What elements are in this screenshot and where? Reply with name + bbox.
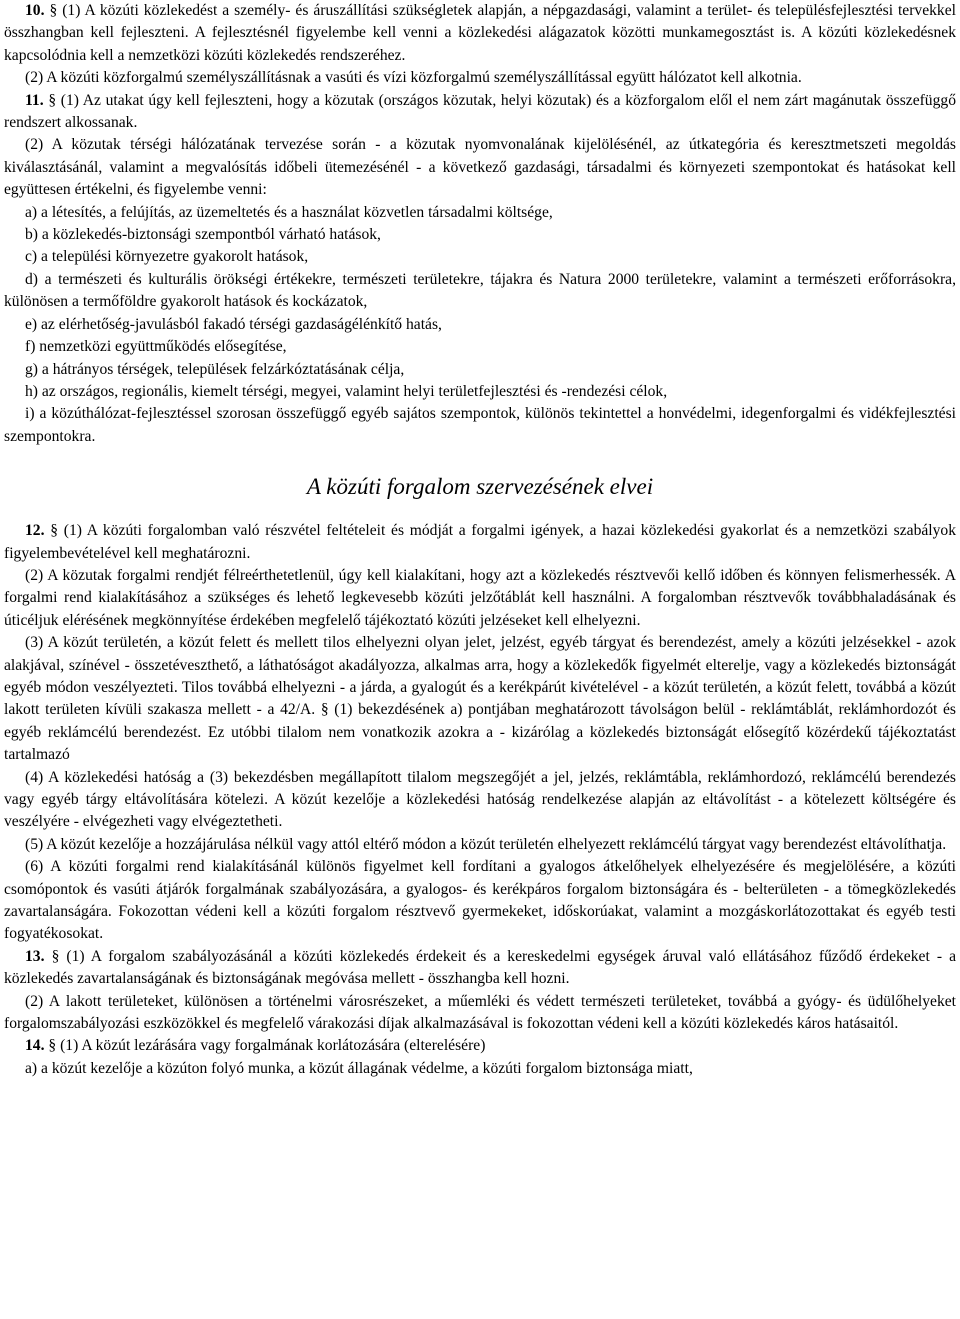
paragraph-text: (1) A forgalom szabályozásánál a közúti közlekedés érdekeit és a kereskedelmi egységek áruval való ellátásához fűződő érdekeket - a közlekedés zavartalanságának és biztonságának megóvása mellett - összhangba kell hozni. — [4, 947, 956, 988]
list-item — [4, 336, 956, 358]
paragraph — [4, 134, 956, 201]
paragraph — [4, 0, 956, 67]
paragraph-text: i) a közúthálózat-fejlesztéssel szorosan összefüggő egyéb sajátos szempontok, különös tekintettel a honvédelmi, idegenforgalmi és vidékfejlesztési szempontokra. — [4, 405, 956, 445]
section-number: 14. — [25, 1037, 45, 1055]
list-item — [4, 314, 956, 336]
paragraph-text: c) a települési környezetre gyakorolt hatások, — [25, 248, 309, 266]
paragraph-text: (3) A közút területén, a közút felett és mellett tilos elhelyezni olyan jelet, jelzést, egyéb tárgyat és berendezést, amely a közúti jelzésekkel - azok alakjával, színével - összetéveszthető, a láthatóságot akadályozza, alkalmas arra, hogy a közlekedők figyelmét elterelje, vagy a közlekedés biztonságát egyéb módon veszélyezteti. Tilos továbbá elhelyezni - a járda, a gyalogút és a kerékpárút kivételével - a közút területén, a közút felett, továbbá a közút lakott területen kívüli szakasza mellett - a 42/A. § (1) bekezdésének a) pontjában meghatározott távolságon belül - reklámtáblát, reklámhordozót és egyéb reklámcélú berendezést. Ez utóbbi tilalom nem vonatkozik azokra a - kizárólag a közlekedés biztonságát elősegítő közérdekű tájékoztatást tartalmazó — [4, 634, 956, 764]
paragraph-text: a) a létesítés, a felújítás, az üzemeltetés és a használat közvetlen társadalmi költsége, — [25, 203, 553, 221]
paragraph — [4, 90, 956, 135]
paragraph-text: (2) A közutak forgalmi rendjét félreérthetetlenül, úgy kell kialakítani, hogy azt a közlekedés résztvevői kellő időben és könnyen felismerhessék. A forgalmi rend kialakításához a szükséges és lehető legkevesebb közúti jelzőtáblát kell használni. A forgalomban résztvevők továbbhaladásának és úticéljuk elérésének megkönnyítése érdekében megfelelő tájékoztató közúti jelzéseket kell elhelyezni. — [4, 566, 956, 629]
list-item — [4, 269, 956, 314]
paragraph-text: (2) A lakott területeket, különösen a történelmi városrészeket, a műemléki és védett természeti területeket, továbbá a gyógy- és üdülőhelyeket forgalomszabályozási eszközökkel és megfelelő várakozási díjak alkalmazásával is fokozottan védeni kell a közúti közlekedés káros hatásaitól. — [4, 992, 956, 1033]
section-number: 10. — [25, 2, 45, 19]
paragraph — [4, 946, 956, 991]
section-mark: § — [50, 522, 59, 540]
paragraph-text: b) a közlekedés-biztonsági szempontból várható hatások, — [25, 226, 381, 244]
paragraph — [4, 991, 956, 1036]
list-item — [4, 359, 956, 381]
paragraph-text: e) az elérhetőség-javulásból fakadó térségi gazdaságélénkítő hatás, — [25, 315, 442, 333]
section-mark: § — [51, 947, 60, 965]
list-item — [4, 381, 956, 403]
paragraph-text: f) nemzetközi együttműködés elősegítése, — [25, 338, 287, 356]
section-number: 13. — [25, 947, 45, 965]
paragraph-text: (2) A közúti közforgalmú személyszállításnak a vasúti és vízi közforgalmú személyszállítással együtt hálózatot kell alkotnia. — [25, 69, 802, 87]
paragraph — [4, 856, 956, 946]
paragraph — [4, 767, 956, 834]
paragraph — [4, 565, 956, 632]
paragraph-text: g) a hátrányos térségek, települések felzárkóztatásának célja, — [25, 360, 405, 378]
paragraph — [4, 632, 956, 766]
section-mark: § — [49, 2, 58, 19]
section-heading: A közúti forgalom szervezésének elvei — [306, 474, 654, 500]
paragraph-text: (6) A közúti forgalmi rend kialakításánál különös figyelmet kell fordítani a gyalogos átkelőhelyek elhelyezésére és megjelölésére, a közúti csomópontok és vasúti átjárók forgalmának szabályozására, a gyalogos- és kerékpáros forgalom biztonságára és - belterületen - a tömegközlekedés zavartalanságára. Fokozottan védeni kell a közúti forgalom résztvevő gyermekeket, időskorúakat, valamint a mozgáskorlátozottakat és egyéb testi fogyatékosokat. — [4, 858, 956, 943]
list-item — [4, 403, 956, 448]
list-item — [4, 202, 956, 224]
list-item — [4, 224, 956, 246]
paragraph-text: (1) A közúti közlekedést a személy- és áruszállítási szükségletek alapján, a népgazdasági, valamint a terület- és településfejlesztési tervekkel összhangban kell fejleszteni. A fejlesztésnél figyelembe kell venni a közlekedési alágazatok közötti munkamegosztást is. A közúti közlekedésnek kapcsolódnia kell a nemzetközi közúti közlekedés rendszeréhez. — [4, 2, 956, 64]
paragraph-text: (1) A közúti forgalomban való részvétel feltételeit és módját a forgalmi igények, a hazai közlekedési gyakorlat és a nemzetközi szabályok figyelembevételével kell meghatározni. — [4, 522, 957, 562]
paragraph — [4, 834, 956, 856]
section-mark: § — [48, 1037, 57, 1055]
paragraph-text: a) a közút kezelője a közúton folyó munka, a közút állagának védelme, a közúti forgalom biztonsága miatt, — [25, 1059, 693, 1077]
paragraph-text: h) az országos, regionális, kiemelt térségi, megyei, valamint helyi területfejlesztési és -rendezési célok, — [25, 382, 668, 400]
paragraph — [4, 1035, 956, 1057]
list-item — [4, 246, 956, 268]
paragraph-text: (1) Az utakat úgy kell fejleszteni, hogy a közutak (országos közutak, helyi közutak) és a közforgalom elől el nem zárt magánutak összefüggő rendszert alkossanak. — [4, 91, 956, 132]
paragraph-text: (4) A közlekedési hatóság a (3) bekezdésben megállapított tilalom megszegőjét a jel, jelzés, reklámtábla, reklámhordozó, reklámcélú berendezés vagy egyéb tárgy eltávolítására kötelezi. A közút kezelője a közlekedési hatóság rendelkezése alapján az eltávolítást - a kötelezett költségére és veszélyére - elvégezheti vagy elvégeztetheti. — [4, 768, 956, 831]
paragraph-text: (1) A közút lezárására vagy forgalmának korlátozására (elterelésére) — [60, 1037, 486, 1055]
section-mark: § — [48, 91, 57, 109]
paragraph-text: d) a természeti és kulturális örökségi értékekre, természeti területekre, tájakra és Natura 2000 területekre, valamint a természeti erőforrásokra, különösen a termőföldre gyakorolt hatások és kockázatok, — [4, 270, 956, 311]
paragraph — [4, 520, 956, 565]
section-number: 12. — [25, 522, 45, 540]
section-number: 11. — [25, 91, 44, 109]
paragraph-text: (5) A közút kezelője a hozzájárulása nélkül vagy attól eltérő módon a közút területén elhelyezett reklámcélú tárgyat vagy berendezést eltávolíthatja. — [25, 835, 947, 853]
paragraph — [4, 67, 956, 89]
list-item — [4, 1058, 956, 1080]
paragraph-text: (2) A közutak térségi hálózatának tervezése során - a közutak nyomvonalának kijelölésénél, az útkategória és keresztmetszeti megoldás kiválasztásánál, valamint a megvalósítás időbeli ütemezésénél - a következő gazdasági, társadalmi és környezeti szempontokat és hatásokat kell együttesen értékelni, és figyelembe venni: — [4, 136, 956, 199]
